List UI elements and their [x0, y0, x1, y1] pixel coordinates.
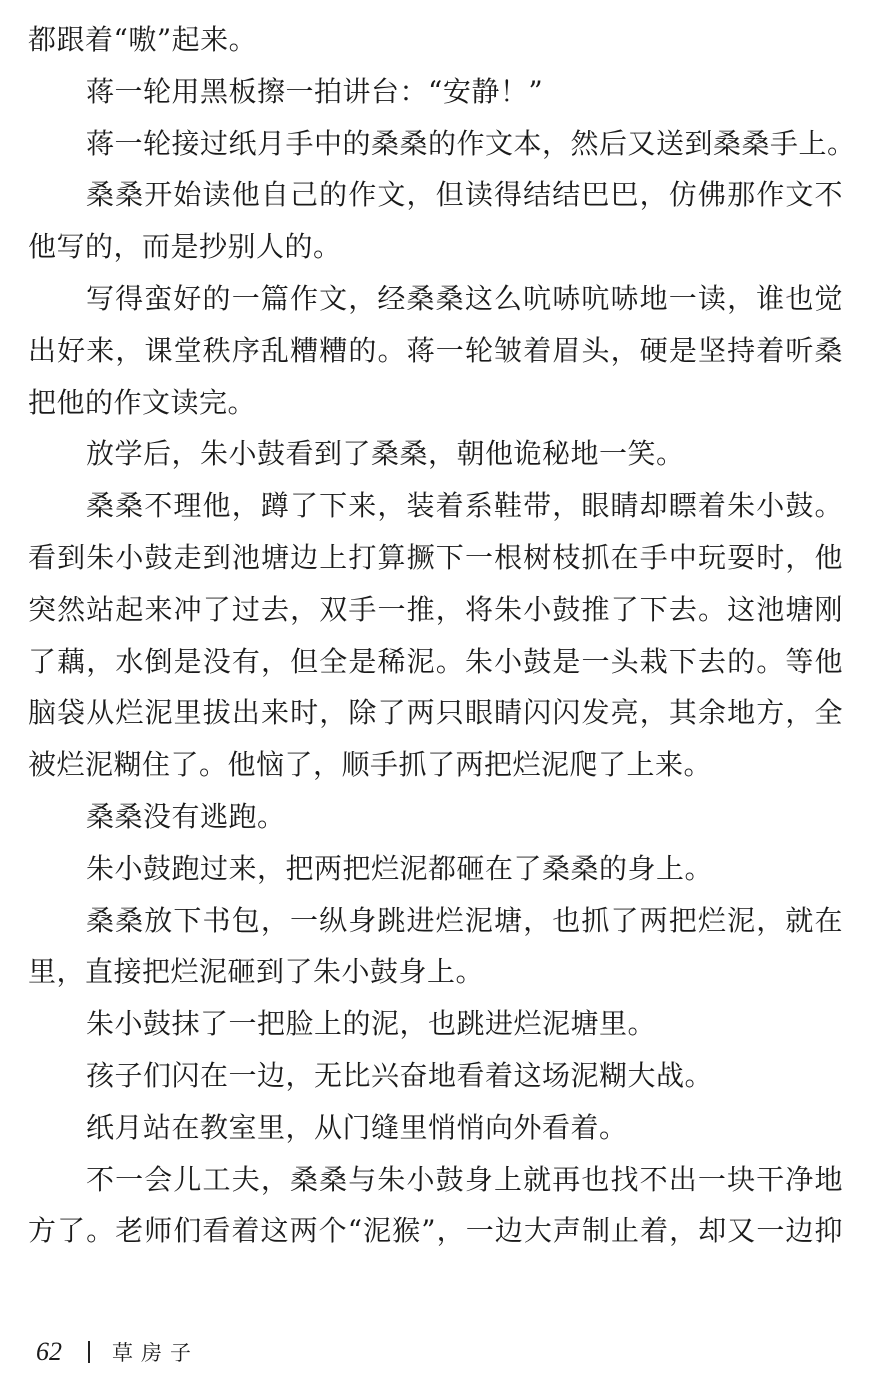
text-line: 不一会儿工夫，桑桑与朱小鼓身上就再也找不出一块干净地 [86, 1162, 843, 1196]
text-line: 了藕，水倒是没有，但全是稀泥。朱小鼓是一头栽下去的。等他 [28, 644, 843, 678]
paragraph [28, 428, 843, 480]
text-line: 孩子们闪在一边，无比兴奋地看着这场泥糊大战。 [86, 1058, 714, 1092]
text-line: 看到朱小鼓走到池塘边上打算撅下一根树枝抓在手中玩耍时，他 [28, 540, 843, 574]
footer-divider [88, 1341, 90, 1363]
text-line: 放学后，朱小鼓看到了桑桑，朝他诡秘地一笑。 [86, 437, 685, 471]
text-line: 蒋一轮接过纸月手中的桑桑的作文本，然后又送到桑桑手上。 [86, 126, 856, 160]
paragraph [28, 169, 843, 273]
paragraph [28, 1102, 843, 1154]
text-line: 桑桑放下书包，一纵身跳进烂泥塘，也抓了两把烂泥，就在 [86, 903, 843, 937]
paragraph [28, 480, 843, 791]
text-line: 朱小鼓跑过来，把两把烂泥都砸在了桑桑的身上。 [86, 851, 714, 885]
paragraph [28, 14, 843, 66]
page-number: 62 [36, 1337, 62, 1366]
paragraph [28, 273, 843, 428]
paragraph [28, 791, 843, 843]
paragraph [28, 895, 843, 999]
paragraph [28, 843, 843, 895]
text-line: 蒋一轮用黑板擦一拍讲台：“安静！” [86, 74, 544, 108]
paragraph [28, 66, 843, 118]
text-line: 朱小鼓抹了一把脸上的泥，也跳进烂泥塘里。 [86, 1007, 657, 1041]
text-line: 出好来，课堂秩序乱糟糟的。蒋一轮皱着眉头，硬是坚持着听桑 [28, 333, 843, 367]
text-line: 脑袋从烂泥里拔出来时，除了两只眼睛闪闪发亮，其余地方，全 [28, 696, 843, 730]
text-line: 突然站起来冲了过去，双手一推，将朱小鼓推了下去。这池塘刚 [28, 592, 843, 626]
page-footer [36, 1334, 199, 1370]
text-line: 方了。老师们看着这两个“泥猴”，一边大声制止着，却又一边抑 [28, 1214, 843, 1248]
paragraph [28, 998, 843, 1050]
text-line: 桑桑没有逃跑。 [86, 799, 286, 833]
text-line: 写得蛮好的一篇作文，经桑桑这么吭哧吭哧地一读，谁也觉 [86, 281, 843, 315]
body-text [28, 14, 856, 1257]
paragraph [28, 1154, 843, 1258]
text-line: 纸月站在教室里，从门缝里悄悄向外看着。 [86, 1110, 628, 1144]
text-line: 把他的作文读完。 [28, 385, 257, 419]
text-line: 被烂泥糊住了。他恼了，顺手抓了两把烂泥爬了上来。 [28, 748, 713, 782]
paragraph [28, 118, 856, 170]
text-line: 桑桑不理他，蹲了下来，装着系鞋带，眼睛却瞟着朱小鼓。 [86, 489, 843, 523]
book-title: 草房子 [112, 1341, 199, 1365]
text-line: 都跟着“嗷”起来。 [28, 23, 258, 56]
text-line: 里，直接把烂泥砸到了朱小鼓身上。 [28, 955, 485, 989]
text-line: 他写的，而是抄别人的。 [28, 230, 342, 264]
text-line: 桑桑开始读他自己的作文，但读得结结巴巴，仿佛那作文不 [86, 178, 843, 212]
paragraph [28, 1050, 843, 1102]
